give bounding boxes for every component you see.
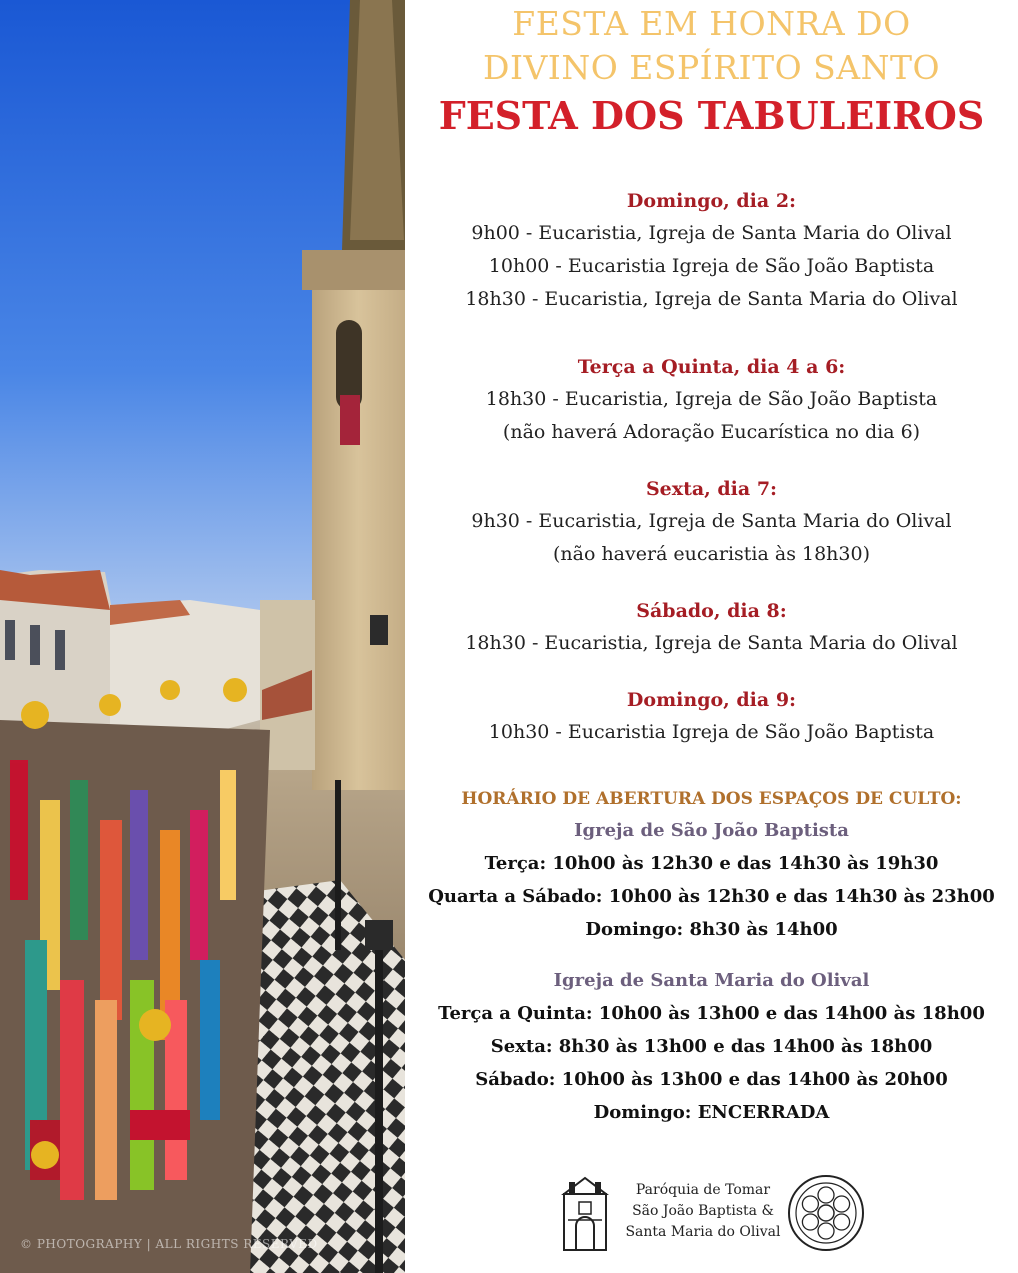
parish-name (618, 1180, 788, 1243)
church-facade-icon (560, 1174, 610, 1254)
rose-window-icon (786, 1173, 866, 1253)
day-heading: Terça a Quinta, dia 4 a 6: (577, 356, 846, 378)
church-name: Igreja de São João Baptista (574, 820, 849, 841)
opening-hours-heading: HORÁRIO DE ABERTURA DOS ESPAÇOS DE CULTO: (461, 789, 962, 809)
schedule-day-3 (405, 473, 1018, 571)
schedule-day-4 (405, 595, 1018, 660)
day-heading: Sexta, dia 7: (645, 478, 778, 500)
hours-line: Terça: 10h00 às 12h30 e das 14h30 às 19h30 (484, 853, 939, 874)
hours-line: Terça a Quinta: 10h00 às 13h00 e das 14h00 às 18h00 (438, 1003, 985, 1024)
schedule-line: 18h30 - Eucaristia, Igreja de Santa Maria do Olival (465, 288, 958, 310)
church-name: Igreja de Santa Maria do Olival (553, 970, 870, 991)
festival-photo-illustration (0, 0, 405, 1273)
hours-line: Sábado: 10h00 às 13h00 e das 14h00 às 20h00 (475, 1069, 948, 1090)
parish-name-line-2: São João Baptista & (632, 1203, 774, 1219)
schedule-line: 18h30 - Eucaristia, Igreja de São João Baptista (485, 388, 938, 410)
hours-line: Quarta a Sábado: 10h00 às 12h30 e das 14h30 às 23h00 (428, 886, 995, 907)
parish-name-line-3: Santa Maria do Olival (625, 1224, 781, 1240)
schedule-line: 10h00 - Eucaristia Igreja de São João Baptista (488, 255, 935, 277)
parish-name-line-1: Paróquia de Tomar (635, 1182, 771, 1198)
schedule-day-1 (405, 185, 1018, 316)
parish-logo (560, 1172, 870, 1254)
schedule-line: 10h30 - Eucaristia Igreja de São João Baptista (488, 721, 935, 743)
hours-line: Domingo: ENCERRADA (593, 1102, 830, 1123)
day-heading: Domingo, dia 2: (626, 190, 797, 212)
schedule-line: 18h30 - Eucaristia, Igreja de Santa Maria do Olival (465, 632, 958, 654)
poster-header (405, 2, 1018, 140)
hours-line: Sexta: 8h30 às 13h00 e das 14h00 às 18h00 (490, 1036, 933, 1057)
hours-line: Domingo: 8h30 às 14h00 (585, 919, 838, 940)
title-line-3: FESTA DOS TABULEIROS (438, 93, 985, 138)
title-line-1: FESTA EM HONRA DO (512, 4, 911, 43)
schedule-line: (não haverá Adoração Eucarística no dia 6) (502, 421, 921, 443)
day-heading: Domingo, dia 9: (626, 689, 797, 711)
festival-photo (0, 0, 405, 1273)
title-line-2: DIVINO ESPÍRITO SANTO (482, 48, 941, 87)
day-heading: Sábado, dia 8: (636, 600, 787, 622)
schedule-line: 9h30 - Eucaristia, Igreja de Santa Maria do Olival (471, 510, 952, 532)
opening-hours (405, 783, 1018, 1129)
photo-watermark: © PHOTOGRAPHY | ALL RIGHTS RESERVED (20, 1237, 318, 1251)
schedule-day-2 (405, 351, 1018, 449)
schedule-line: (não haverá eucaristia às 18h30) (552, 543, 870, 565)
text-panel (405, 0, 1018, 1273)
schedule-day-5 (405, 684, 1018, 749)
schedule-line: 9h00 - Eucaristia, Igreja de Santa Maria do Olival (471, 222, 952, 244)
